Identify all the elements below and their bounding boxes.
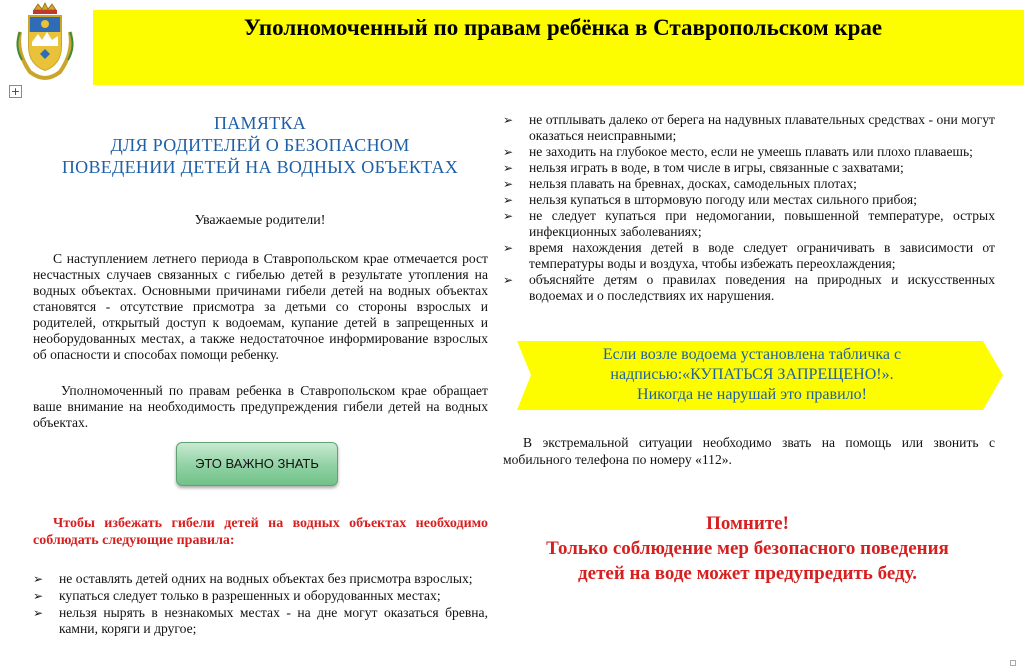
greeting: Уважаемые родители! <box>194 213 326 228</box>
arrow-bullet-icon: ➢ <box>33 572 44 586</box>
arrow-bullet-icon: ➢ <box>503 241 514 255</box>
right-rules-list <box>503 112 995 304</box>
remember-callout <box>490 511 1005 586</box>
list-item: ➢ не заходить на глубокое место, если не умеешь плавать или плохо плаваешь; <box>503 144 973 159</box>
memo-title-line: ПОВЕДЕНИИ ДЕТЕЙ НА ВОДНЫХ ОБЪЕКТАХ <box>61 157 459 177</box>
memo-title-line: ПАМЯТКА <box>213 113 307 133</box>
banner-line: Если возле водоема установлена табличка с <box>602 346 902 363</box>
arrow-bullet-icon: ➢ <box>503 193 514 207</box>
important-to-know-button[interactable]: ЭТО ВАЖНО ЗНАТЬ <box>176 442 338 486</box>
list-item: ➢ объясняйте детям о правилах поведения на природных и искусственных водоемах и о последствиях их нарушения. <box>503 272 995 303</box>
appeal-paragraph: Уполномоченный по правам ребенка в Ставропольском крае обращает ваше внимание на необходимость предупреждения гибели детей на водных объектах. <box>33 383 488 430</box>
warning-banner-text <box>517 345 987 405</box>
banner-line: надписью:«КУПАТЬСЯ ЗАПРЕЩЕНО!». <box>610 366 894 383</box>
arrow-bullet-icon: ➢ <box>503 113 514 127</box>
arrow-bullet-icon: ➢ <box>503 161 514 175</box>
arrow-bullet-icon: ➢ <box>33 589 44 603</box>
rules-intro: Чтобы избежать гибели детей на водных объектах необходимо соблюдать следующие правила: <box>33 516 488 548</box>
coat-of-arms-icon <box>12 2 78 80</box>
resize-handle-icon[interactable] <box>1010 660 1016 666</box>
list-item: ➢ нельзя плавать на бревнах, досках, самодельных плотах; <box>503 176 857 191</box>
arrow-bullet-icon: ➢ <box>503 145 514 159</box>
arrow-bullet-icon: ➢ <box>503 209 514 223</box>
list-item: ➢ время нахождения детей в воде следует ограничивать в зависимости от температуры воды и воздуха, чтобы избежать переохлаждения; <box>503 240 995 271</box>
remember-line: Помните! <box>706 513 789 534</box>
list-item: ➢ нельзя купаться в штормовую погоду или местах сильного прибоя; <box>503 192 917 207</box>
list-item: ➢ не оставлять детей одних на водных объектах без присмотра взрослых; <box>33 571 473 586</box>
arrow-bullet-icon: ➢ <box>33 606 44 620</box>
arrow-bullet-icon: ➢ <box>503 273 514 287</box>
list-item: ➢ купаться следует только в разрешенных и оборудованных местах; <box>33 588 441 603</box>
list-item: ➢ нельзя нырять в незнакомых местах - на дне могут оказаться бревна, камни, коряги и другое; <box>33 605 488 636</box>
page-title: Уполномоченный по правам ребёнка в Ставропольском крае <box>243 15 883 40</box>
banner-line: Никогда не нарушай это правило! <box>637 386 867 403</box>
memo-title-line: ДЛЯ РОДИТЕЛЕЙ О БЕЗОПАСНОМ <box>110 135 410 155</box>
list-item: ➢ нельзя играть в воде, в том числе в игры, связанные с захватами; <box>503 160 904 175</box>
remember-line: Только соблюдение мер безопасного поведения <box>546 538 949 559</box>
emergency-paragraph: В экстремальной ситуации необходимо звать на помощь или звонить с мобильного телефона по номеру «112». <box>503 435 995 467</box>
list-item: ➢ не отплывать далеко от берега на надувных плавательных средствах - они могут оказаться неисправными; <box>503 112 995 143</box>
list-item: ➢ не следует купаться при недомогании, повышенной температуре, острых инфекционных заболеваниях; <box>503 208 995 239</box>
remember-line: детей на воде может предупредить беду. <box>578 563 917 584</box>
left-rules-list <box>33 571 488 638</box>
memo-title <box>30 112 490 178</box>
arrow-bullet-icon: ➢ <box>503 177 514 191</box>
move-handle-icon[interactable]: + <box>10 85 21 98</box>
intro-paragraph: С наступлением летнего периода в Ставропольском крае отмечается рост несчастных случаев связанных с гибелью детей в результате утопления на водных объектах. Основными причинами гибели детей на водных объектах становятся - отсутствие присмотра за детьми со стороны взрослых и родителей, открытый доступ к водоемам, купание детей в запрещенных и необорудованных местах, а также недостаточное информирование взрослых об опасности и способах помощи ребенку. <box>33 251 488 362</box>
